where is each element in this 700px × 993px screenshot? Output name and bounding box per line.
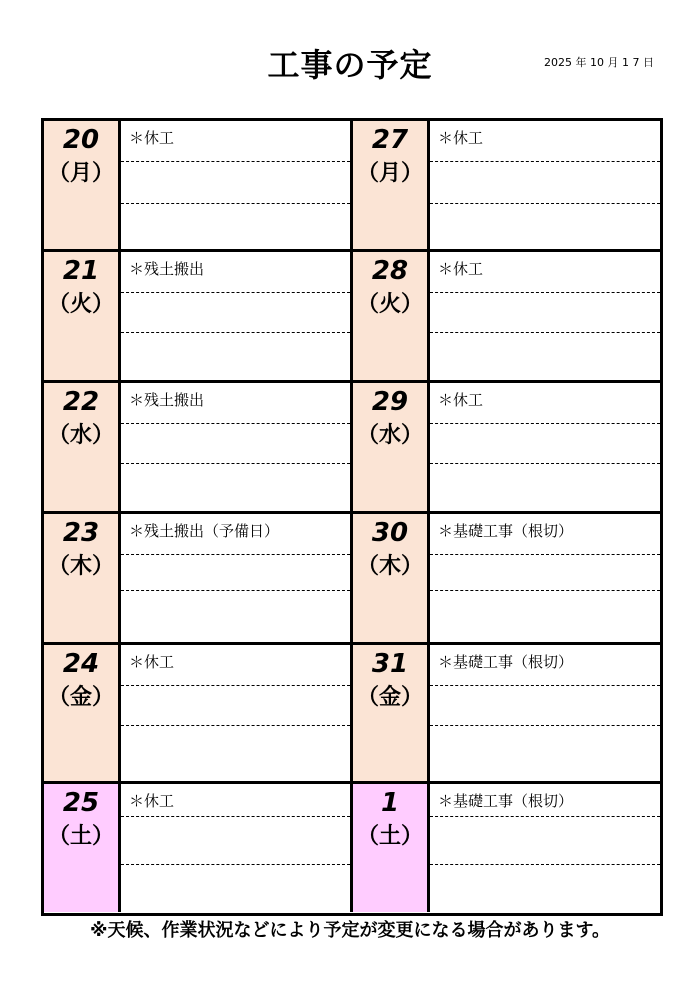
day-cell-right <box>353 383 427 511</box>
day-weekday: （水） <box>356 423 423 448</box>
note-cell-right <box>430 784 660 912</box>
note-text: ＊休工 <box>438 260 484 278</box>
dashed-rule <box>430 423 660 424</box>
day-weekday: （月） <box>356 161 423 186</box>
day-cell-left <box>44 121 118 249</box>
schedule-row <box>44 784 660 912</box>
day-number: 29 <box>371 387 409 417</box>
dashed-rule <box>121 161 350 162</box>
day-weekday: （土） <box>47 824 114 849</box>
day-cell-left <box>44 383 118 511</box>
dashed-rule <box>430 332 660 333</box>
note-text: ＊残土搬出（予備日） <box>129 522 280 540</box>
note-text: ＊休工 <box>129 792 175 810</box>
column-divider <box>427 784 430 912</box>
note-cell-left <box>121 514 350 642</box>
column-divider <box>350 514 353 642</box>
note-text: ＊残土搬出 <box>129 260 205 278</box>
column-divider <box>427 121 430 249</box>
note-cell-left <box>121 784 350 912</box>
schedule-table <box>41 118 663 916</box>
day-cell-right <box>353 121 427 249</box>
day-weekday: （木） <box>356 554 423 579</box>
column-divider <box>118 121 121 249</box>
day-cell-right <box>353 784 427 912</box>
day-number: 22 <box>62 387 100 417</box>
day-cell-right <box>353 645 427 781</box>
note-text: ＊休工 <box>438 129 484 147</box>
column-divider <box>350 252 353 380</box>
footer-note: ※天候、作業状況などにより予定が変更になる場合があります。 <box>89 920 611 941</box>
day-weekday: （水） <box>47 423 114 448</box>
issue-date: 2025 年 10 月 1 7 日 <box>544 56 654 69</box>
note-cell-left <box>121 645 350 781</box>
dashed-rule <box>430 816 660 817</box>
note-cell-left <box>121 252 350 380</box>
dashed-rule <box>121 816 350 817</box>
schedule-row <box>44 121 660 252</box>
schedule-row <box>44 645 660 784</box>
day-cell-left <box>44 784 118 912</box>
day-weekday: （土） <box>356 824 423 849</box>
day-number: 25 <box>62 788 100 818</box>
note-cell-right <box>430 645 660 781</box>
dashed-rule <box>430 463 660 464</box>
day-number: 30 <box>371 518 409 548</box>
column-divider <box>427 645 430 781</box>
dashed-rule <box>121 864 350 865</box>
dashed-rule <box>430 203 660 204</box>
note-cell-left <box>121 121 350 249</box>
day-weekday: （火） <box>356 292 423 317</box>
note-text: ＊基礎工事（根切） <box>438 653 574 671</box>
day-cell-right <box>353 252 427 380</box>
column-divider <box>427 252 430 380</box>
day-cell-left <box>44 514 118 642</box>
note-text: ＊基礎工事（根切） <box>438 522 574 540</box>
column-divider <box>350 645 353 781</box>
day-number: 24 <box>62 649 100 679</box>
day-weekday: （月） <box>47 161 114 186</box>
schedule-row <box>44 383 660 514</box>
dashed-rule <box>121 203 350 204</box>
dashed-rule <box>430 292 660 293</box>
note-cell-right <box>430 514 660 642</box>
note-text: ＊休工 <box>129 653 175 671</box>
column-divider <box>118 784 121 912</box>
day-number: 27 <box>371 125 409 155</box>
note-text: ＊休工 <box>129 129 175 147</box>
dashed-rule <box>430 685 660 686</box>
day-weekday: （金） <box>356 685 423 710</box>
column-divider <box>350 784 353 912</box>
dashed-rule <box>121 463 350 464</box>
day-number: 20 <box>62 125 100 155</box>
day-number: 31 <box>371 649 409 679</box>
note-cell-right <box>430 252 660 380</box>
dashed-rule <box>121 590 350 591</box>
note-text: ＊基礎工事（根切） <box>438 792 574 810</box>
day-weekday: （金） <box>47 685 114 710</box>
dashed-rule <box>430 864 660 865</box>
day-number: 21 <box>62 256 100 286</box>
column-divider <box>350 383 353 511</box>
column-divider <box>118 252 121 380</box>
column-divider <box>427 383 430 511</box>
column-divider <box>350 121 353 249</box>
note-text: ＊休工 <box>438 391 484 409</box>
day-cell-left <box>44 645 118 781</box>
note-cell-right <box>430 121 660 249</box>
column-divider <box>118 645 121 781</box>
day-weekday: （火） <box>47 292 114 317</box>
column-divider <box>118 383 121 511</box>
dashed-rule <box>430 725 660 726</box>
note-text: ＊残土搬出 <box>129 391 205 409</box>
note-cell-left <box>121 383 350 511</box>
day-cell-left <box>44 252 118 380</box>
dashed-rule <box>430 554 660 555</box>
dashed-rule <box>121 725 350 726</box>
schedule-row <box>44 514 660 645</box>
column-divider <box>427 514 430 642</box>
day-number: 1 <box>380 788 400 818</box>
dashed-rule <box>121 685 350 686</box>
day-number: 23 <box>62 518 100 548</box>
dashed-rule <box>430 590 660 591</box>
day-cell-right <box>353 514 427 642</box>
note-cell-right <box>430 383 660 511</box>
day-weekday: （木） <box>47 554 114 579</box>
schedule-row <box>44 252 660 383</box>
dashed-rule <box>121 332 350 333</box>
column-divider <box>118 514 121 642</box>
dashed-rule <box>430 161 660 162</box>
day-number: 28 <box>371 256 409 286</box>
dashed-rule <box>121 554 350 555</box>
dashed-rule <box>121 423 350 424</box>
page-title: 工事の予定 <box>267 46 433 84</box>
dashed-rule <box>121 292 350 293</box>
